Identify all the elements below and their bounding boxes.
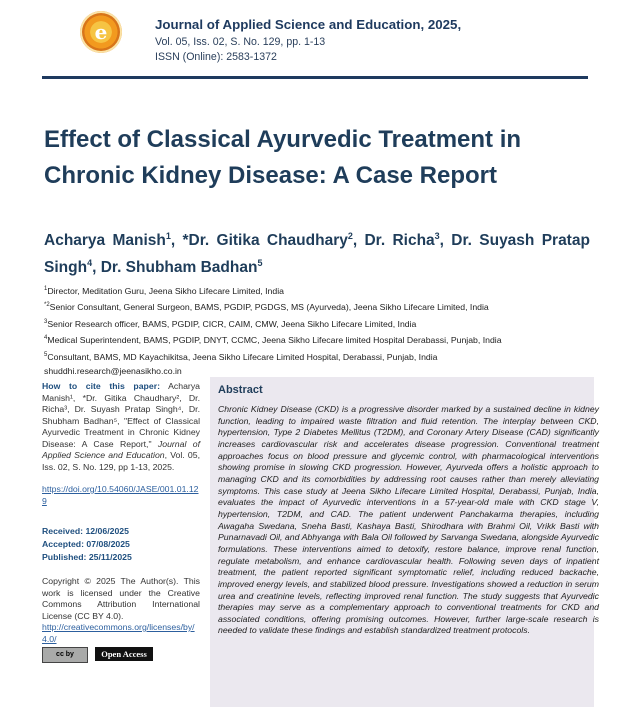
affiliation-item [44,298,604,314]
received-date: Received: 12/06/2025 [42,526,129,536]
journal-title: Journal of Applied Science and Education, 2025, [155,17,462,32]
affiliation-mark: *2 [44,302,50,309]
author-affil-mark: 2 [347,231,353,241]
author-affil-mark: 3 [434,231,440,241]
author-name: Acharya Manish [44,232,166,250]
logo-letter: e [94,20,108,44]
journal-header [42,8,588,76]
author-affil-mark: 1 [165,231,171,241]
abstract-box [210,377,599,707]
affiliation-text: Senior Consultant, General Surgeon, BAMS, PGDIP, PGDGS, MS (Ayurveda), Jeena Sikho Lifecare Limited, India [49,302,489,313]
license-text: Copyright © 2025 The Author(s). This work is licensed under the Creative Commons Attribution International License (CC BY 4.0). [42,576,200,621]
citation [42,381,200,473]
affiliation-text: Senior Research officer, BAMS, PGDIP, CICR, CAIM, CMW, Jeena Sikho Lifecare Limited, India [47,318,417,329]
header-rule [42,76,588,79]
citation-tail: , Vol. 05, Iss. 02, S. No. 129, pp 1-13, 2025. [42,450,201,472]
license-notice [42,576,200,645]
affiliation-item [44,348,604,364]
author-affil-mark: 4 [87,258,93,269]
author-list: Acharya Manish$^1$, *Dr. Gitika Chaudhary$^2$, Dr. Richa$^3$, Dr. Suyash Pratap Singh$^4$, Dr. Shubham Badhan$^5$ [44,231,590,277]
author-affil-mark: 5 [257,258,263,269]
contact-email: shuddhi.research@jeenasikho.co.in [44,365,182,376]
author-name: Dr. Shubham Badhan [100,259,258,277]
accepted-date: Accepted: 07/08/2025 [42,539,130,549]
license-link[interactable]: http://creativecommons.org/licenses/by/4.0/ [42,622,195,644]
open-access-badge: Open Access [95,647,153,661]
cc-by-badge[interactable]: cc by [42,647,88,663]
affiliation-item [44,282,604,298]
published-date: Published: 25/11/2025 [42,552,132,562]
affiliation-text: Medical Superintendent, BAMS, PGDIP, DNYT, CCMC, Jeena Sikho Lifecare limited Hospital Derabassi, Punjab, India [47,335,502,346]
affiliation-mark: 3 [44,318,48,325]
abstract-heading: Abstract [218,384,263,396]
affiliation-mark: 1 [44,286,48,292]
badges [42,647,200,663]
citation-heading: How to cite this paper: [42,381,160,391]
affiliation-item [44,331,604,347]
author-name: *Dr. Gitika Chaudhary [182,232,348,250]
doi-link[interactable]: https://doi.org/10.54060/JASE/001.01.129 [42,484,199,506]
affiliation-text: Director, Meditation Guru, Jeena Sikho Lifecare Limited, India [47,285,284,296]
affiliation-mark: 5 [44,351,48,358]
author-name: Dr. Richa [364,232,435,250]
affiliations [44,282,604,378]
affiliation-mark: 4 [44,335,48,342]
affiliation-text: Consultant, BAMS, MD Kayachikitsa, Jeena Sikho Lifecare Limited Hospital, Derabassi, Punjab, India [47,351,438,362]
citation-journal: Journal of Applied Science and Education [42,438,200,460]
citation-authors: Acharya Manish¹, *Dr. Gitika Chaudhary², Dr. Richa³, Dr. Suyash Pratap Singh⁴, Dr. Shubham Badhan⁵, "Effect of Classical Ayurvedic Treatment in Chronic Kidney Disease: A Case Report," [42,381,200,449]
journal-logo [80,11,122,53]
article-title: Effect of Classical Ayurvedic Treatment in Chronic Kidney Disease: A Case Report [44,126,522,189]
article-sidebar [42,381,200,663]
journal-issn: ISSN (Online): 2583-1372 [155,51,277,63]
journal-volume: Vol. 05, Iss. 02, S. No. 129, pp. 1-13 [155,36,326,48]
abstract-text: Chronic Kidney Disease (CKD) is a progressive disorder marked by a sustained decline in kidney function, leading to impaired waste filtration and fluid retention. The interplay between CKD, hypertension, Type 2 Diabetes Mellitus (T2DM), and Coronary Artery Disease (CAD) significantly increases cardiovascular risk and accelerates disease progression. Conventional treatment approaches focus on blood pressure and glycemic control, with pharmacological interventions showing promise in slowing CKD progression. However, Ayurveda offers a holistic approach to managing CKD and its comorbidities by addressing root causes rather than merely alleviating symptoms. This case study at Jeena Sikho Lifecare Limited Hospital, Derabassi, Punjab, India, evaluates the impact of Ayurvedic interventions in a 57-year-old male with CKD stage V, hypertension, T2DM, and CAD. The patient underwent Panchakarma therapies, including Awagaha Swedana, Sneha Basti, Kashaya Basti, Shirodhara with Brahmi Oil, Vrikk Basti with Punarnavadi Oil, and Abhyanga with Bala Oil followed by Sarvanga Swedana, alongside Ayurvedic formulations. These interventions aimed to detoxify, restore balance, improve renal function, regulate metabolism, and enhance cardiovascular health. Following seven days of inpatient treatment, the patient reported significant symptomatic relief, including reduced backache, improved energy levels, and stabilized blood pressure. Investigations showed a reduction in serum urea and creatinine levels, reflecting improved renal function. The study suggests that Ayurvedic therapies may serve as a complementary approach to conventional treatments for CKD and associated conditions, offering promising outcomes. However, further large-scale research is needed to validate these findings and establish standardized treatment protocols. [218,404,599,636]
article-dates [42,525,200,564]
author-name: Dr. Suyash Pratap Singh [44,232,590,277]
affiliation-item [44,315,604,331]
